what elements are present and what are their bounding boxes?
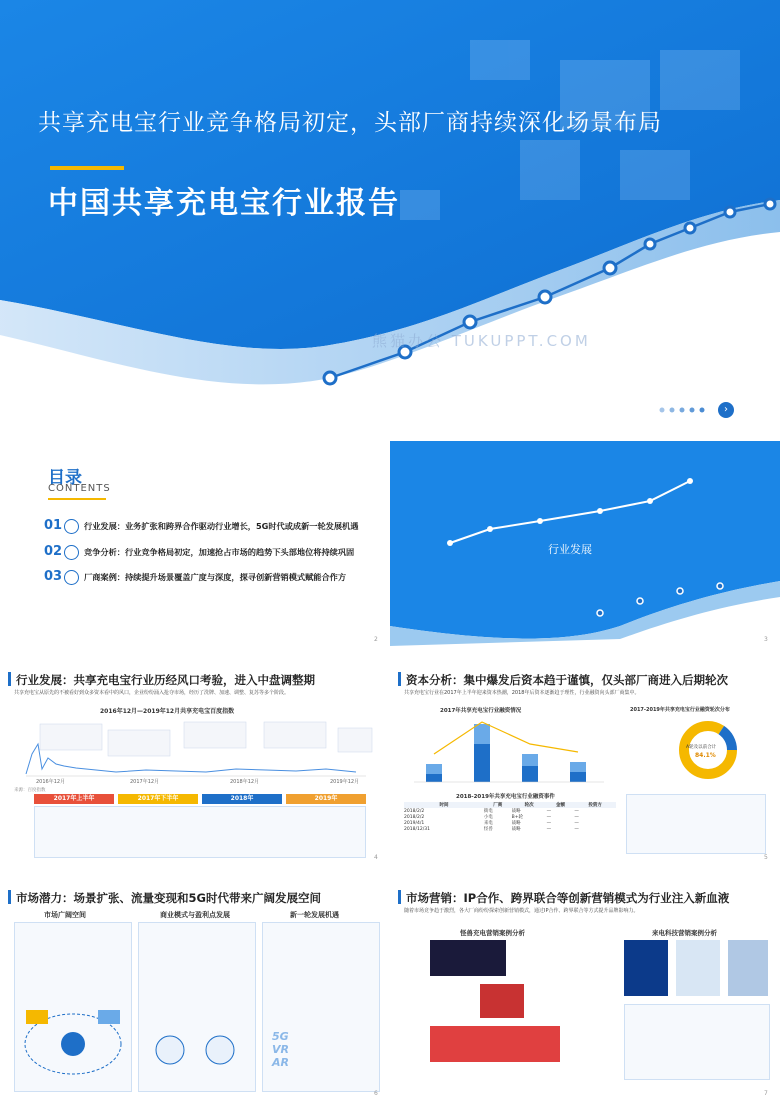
page-number: 7 [764,1090,768,1097]
scene-diagram [20,1000,126,1080]
slide-title: 行业发展：共享充电宝行业历经风口考验，进入中盘调整期 [16,673,315,687]
table-header: 时间 [439,803,449,808]
toc-heading-en: CONTENTS [48,483,111,494]
title-bar [8,890,11,904]
column-title: 怪兽充电营销案例分析 [460,929,525,937]
toc-rule [48,498,106,500]
chart-source: 来源：百度指数 [14,788,46,793]
table-title: 2018-2019年共享充电宝行业融资事件 [456,794,555,800]
chart-title: 2017-2019年共享充电宝行业融资轮次分布 [630,707,730,713]
table-row: 2018/12/31 怪兽 战略 — — [404,826,579,832]
watermark: 熊猫办公 TUKUPPT.COM [372,332,591,350]
table-header: 轮次 [524,803,534,808]
slide-marketing [390,880,780,1102]
x-label: 2017年12月 [130,779,160,785]
case-notes [624,1004,770,1080]
slide-capital-analysis [390,660,780,865]
ad-image [624,940,668,996]
title-bar [398,890,401,904]
x-label: 2018年12月 [230,779,260,785]
x-label: 2016年12月 [36,779,66,785]
analysis-notes [626,794,766,854]
tag-5g: 5G [272,1030,289,1043]
financing-table [404,802,616,832]
phase-header: 2017年下半年 [118,794,198,804]
toc-number: 01 [44,518,63,533]
donut-label: A轮及以前合计 [686,745,717,750]
table-header: 投资方 [588,803,602,808]
phase-header: 2018年 [202,794,282,804]
page-number: 5 [764,854,768,861]
ad-image [480,984,524,1018]
phase-header: 2017年上半年 [34,794,114,804]
page-number: 4 [374,854,378,861]
x-label: 2019年12月 [330,779,360,785]
people-icon [64,570,79,585]
column-title: 商业模式与盈利点发展 [160,911,230,919]
pager-dots [660,408,705,413]
profit-icons [150,1030,244,1080]
slide-intro: 随着市场竞争趋于激烈，各大厂商纷纷探索创新营销模式，通过IP合作、跨界联合等方式提升品牌影响力。 [404,908,639,914]
bar-chart-icon [64,545,79,560]
title-bar [398,672,401,686]
baidu-index-chart [16,714,376,786]
cover-title: 中国共享充电宝行业报告 [48,186,400,221]
table-row: 2018/2/2 小电 B+轮 — — [404,814,579,820]
ad-image [430,1026,560,1062]
slide-intro: 共享充电宝从原先的不被看好到众多资本看中的风口，企业纷纷涌入抢夺市场，经历了洗牌、加速、调整、复苏等多个阶段。 [14,690,290,696]
ad-image [676,940,720,996]
slide-title: 市场潜力：场景扩张、流量变现和5G时代带来广阔发展空间 [16,891,321,905]
phase-header: 2019年 [286,794,366,804]
next-arrow-icon[interactable]: › [718,402,734,418]
cover-subtitle: 共享充电宝行业竞争格局初定，头部厂商持续深化场景布局 [38,110,662,136]
tag-vr: VR [272,1043,289,1056]
cover-slide [0,0,780,436]
slide-intro: 共享充电宝行业在2017年上半年迎来资本热潮，2018年后资本逐渐趋于理性，行业融资向头部厂商集中。 [404,690,640,696]
toc-item[interactable]: 行业发展：业务扩张和跨界合作驱动行业增长，5G时代或成新一轮发展机遇 [84,521,359,531]
donut-percent: 84.1% [695,752,716,759]
toc-heading: 目录 [48,468,82,488]
chart-icon [64,519,79,534]
column-title: 新一轮发展机遇 [290,911,339,919]
title-bar [8,672,11,686]
financing-chart [404,714,614,786]
slide-title: 资本分析：集中爆发后资本趋于谨慎，仅头部厂商进入后期轮次 [406,673,728,687]
toc-item[interactable]: 竞争分析：行业竞争格局初定，加速抢占市场的趋势下头部地位将持续巩固 [84,547,355,557]
toc-number: 03 [44,569,63,584]
table-row: 2018/2/2 街电 战略 — — [404,808,579,814]
chart-title: 2016年12月—2019年12月共享充电宝百度指数 [100,708,235,715]
page-number: 6 [374,1090,378,1097]
chart-title: 2017年共享充电宝行业融资情况 [440,708,522,714]
page-number: 2 [374,636,378,643]
slide-industry-development [0,660,390,865]
table-row: 2019/4/1 来电 战略 — — [404,820,579,826]
rounds-donut [676,718,740,782]
page-number: 3 [764,636,768,643]
ad-image [728,940,768,996]
title-rule [50,166,124,170]
column-title: 来电科技营销案例分析 [652,929,717,937]
toc-item[interactable]: 厂商案例：持续提升场景覆盖广度与深度，探寻创新营销模式赋能合作方 [84,572,347,582]
slide-market-potential [0,880,390,1102]
tech-tags [272,1030,289,1069]
table-header: 厂商 [493,803,503,808]
table-header: 金额 [556,803,565,808]
toc-number: 02 [44,544,63,559]
ad-image [430,940,506,976]
tag-ar: AR [272,1056,289,1069]
phase-table [34,806,366,858]
slide-title: 市场营销：IP合作、跨界联合等创新营销模式为行业注入新血液 [406,891,730,905]
section-title: 行业发展 [548,543,592,556]
column-title: 市场广阔空间 [44,911,86,919]
